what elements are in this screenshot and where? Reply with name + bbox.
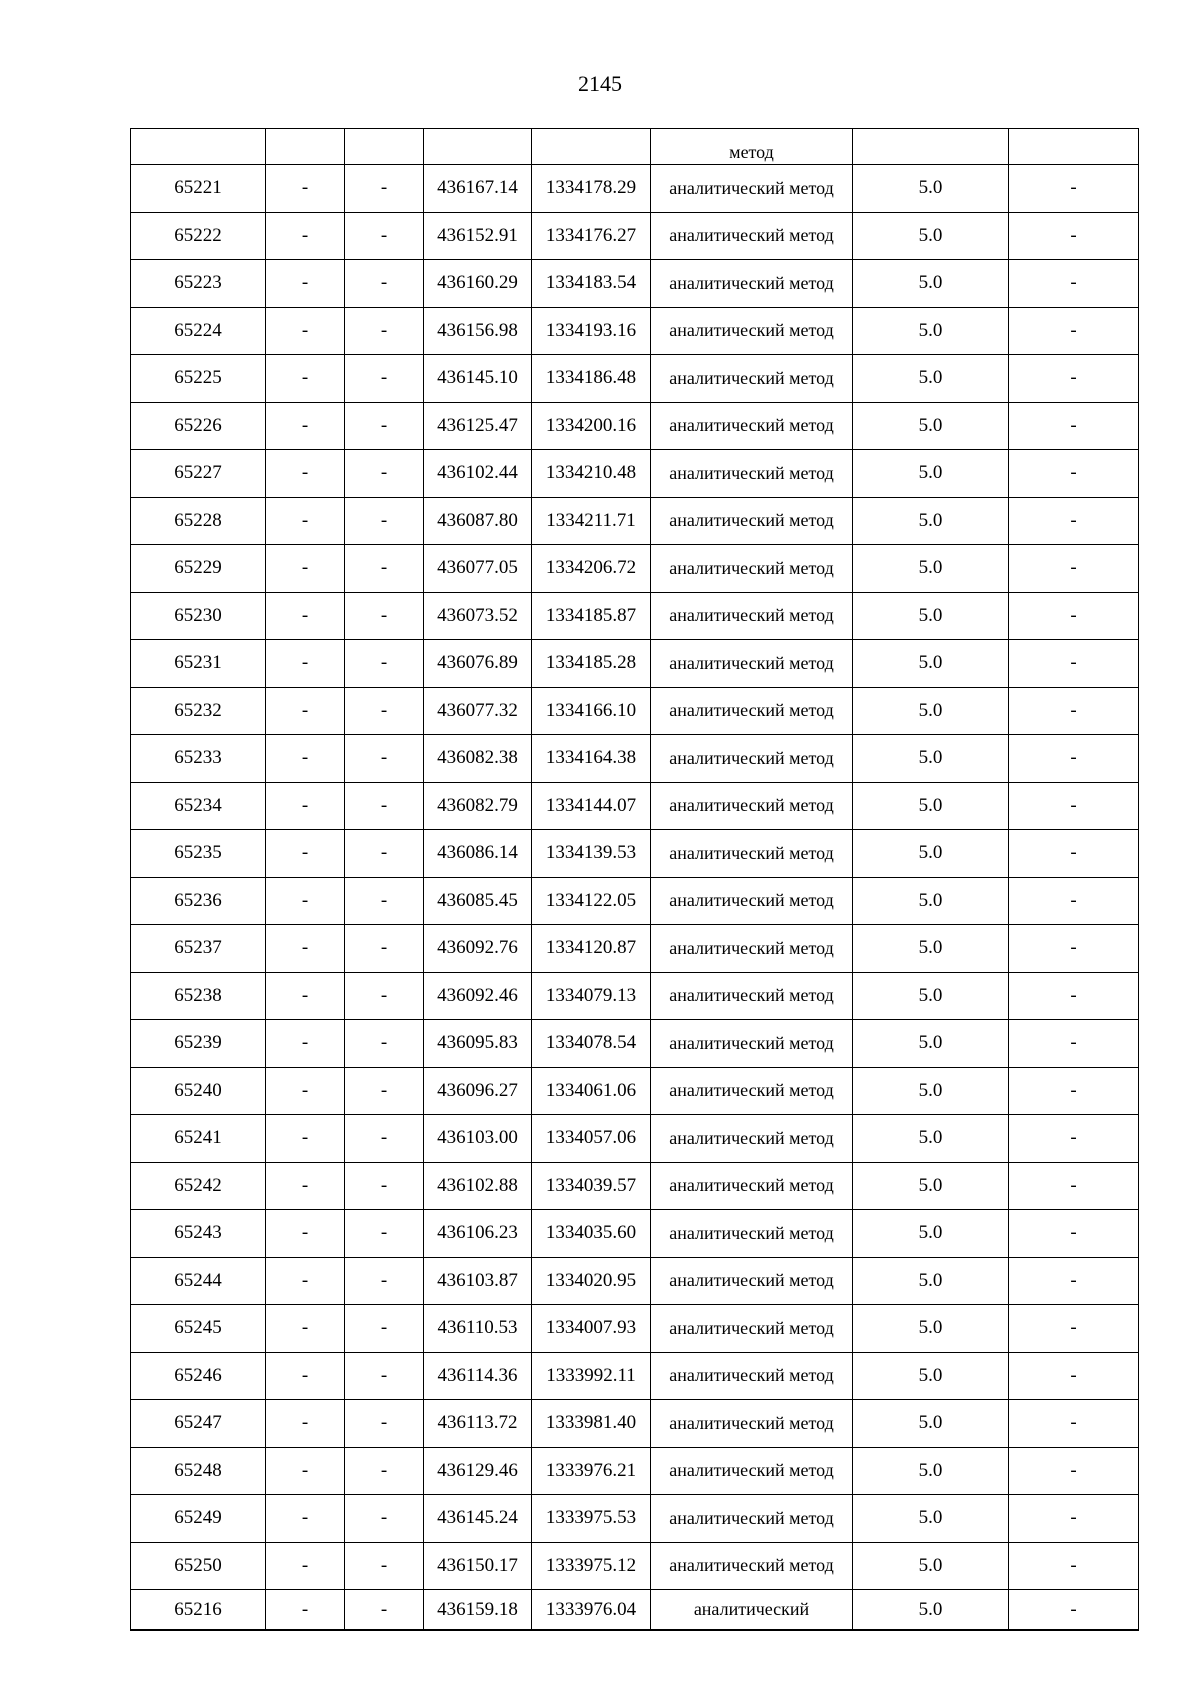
cell-point-id: 65244 (131, 1257, 266, 1305)
cell-accuracy: 5.0 (853, 687, 1009, 735)
cell-note: - (1009, 687, 1139, 735)
cell-point-id: 65224 (131, 307, 266, 355)
cell-x-coordinate: 436102.88 (424, 1162, 532, 1210)
table-row (131, 450, 1139, 498)
cell-dash: - (345, 592, 424, 640)
cell-x-coordinate: 436167.14 (424, 165, 532, 213)
cell-x-coordinate: 436150.17 (424, 1542, 532, 1590)
cell-note: - (1009, 1257, 1139, 1305)
cell-method: аналитический метод (651, 1495, 853, 1543)
table-row (131, 1257, 1139, 1305)
table-row (131, 1542, 1139, 1590)
cell-y-coordinate: 1334007.93 (532, 1305, 651, 1353)
cell-y-coordinate: 1334166.10 (532, 687, 651, 735)
cell-method: аналитический метод (651, 260, 853, 308)
cell-y-coordinate: 1333975.12 (532, 1542, 651, 1590)
cell-note: - (1009, 782, 1139, 830)
cell-method: аналитический метод (651, 1305, 853, 1353)
cell-point-id: 65245 (131, 1305, 266, 1353)
cell-dash: - (345, 830, 424, 878)
cell-dash: - (266, 1352, 345, 1400)
cell-point-id: 65248 (131, 1447, 266, 1495)
table-row (131, 592, 1139, 640)
cell-y-coordinate: 1334185.28 (532, 640, 651, 688)
table-row (131, 1495, 1139, 1543)
cell-dash: - (345, 972, 424, 1020)
cell-dash: - (266, 687, 345, 735)
cell-dash: - (345, 735, 424, 783)
cell-dash: - (266, 450, 345, 498)
cell-accuracy: 5.0 (853, 1590, 1009, 1631)
cell-point-id: 65227 (131, 450, 266, 498)
cell-y-coordinate: 1334164.38 (532, 735, 651, 783)
cell-method: аналитический метод (651, 212, 853, 260)
cell-x-coordinate: 436110.53 (424, 1305, 532, 1353)
cell-x-coordinate: 436092.76 (424, 925, 532, 973)
cell-dash: - (266, 355, 345, 403)
cell-dash: - (345, 1210, 424, 1258)
cell-dash: - (266, 307, 345, 355)
cell-y-coordinate: 1334176.27 (532, 212, 651, 260)
cell-accuracy: 5.0 (853, 830, 1009, 878)
cell-dash: - (345, 1257, 424, 1305)
cell-dash: - (345, 687, 424, 735)
cell-dash: - (266, 1257, 345, 1305)
cell-note: - (1009, 1400, 1139, 1448)
cell-y-coordinate: 1334193.16 (532, 307, 651, 355)
cell-y-coordinate: 1334185.87 (532, 592, 651, 640)
cell-y-coordinate: 1333976.04 (532, 1590, 651, 1631)
cell-dash: - (345, 402, 424, 450)
cell-point-id: 65247 (131, 1400, 266, 1448)
cell-dash: - (266, 640, 345, 688)
cell-point-id: 65246 (131, 1352, 266, 1400)
cell-dash: - (345, 165, 424, 213)
cell-x-coordinate: 436102.44 (424, 450, 532, 498)
cell-note: - (1009, 1210, 1139, 1258)
cell-dash: - (266, 402, 345, 450)
cell-method: аналитический метод (651, 307, 853, 355)
cell-method: аналитический метод (651, 1400, 853, 1448)
cell-note: - (1009, 545, 1139, 593)
table-row (131, 687, 1139, 735)
cell-dash: - (266, 260, 345, 308)
cell-empty (1009, 129, 1139, 165)
cell-dash: - (345, 1115, 424, 1163)
cell-accuracy: 5.0 (853, 640, 1009, 688)
cell-method: аналитический метод (651, 1352, 853, 1400)
cell-note: - (1009, 1115, 1139, 1163)
cell-point-id: 65242 (131, 1162, 266, 1210)
cell-y-coordinate: 1333992.11 (532, 1352, 651, 1400)
table-row (131, 925, 1139, 973)
cell-dash: - (266, 972, 345, 1020)
table-row (131, 1590, 1139, 1631)
cell-dash: - (266, 782, 345, 830)
cell-accuracy: 5.0 (853, 972, 1009, 1020)
cell-dash: - (266, 1447, 345, 1495)
cell-y-coordinate: 1334183.54 (532, 260, 651, 308)
cell-dash: - (345, 1495, 424, 1543)
cell-method: метод (651, 129, 853, 165)
cell-accuracy: 5.0 (853, 402, 1009, 450)
cell-empty (266, 129, 345, 165)
cell-dash: - (266, 1495, 345, 1543)
table-row (131, 212, 1139, 260)
cell-point-id: 65243 (131, 1210, 266, 1258)
cell-x-coordinate: 436073.52 (424, 592, 532, 640)
cell-y-coordinate: 1334061.06 (532, 1067, 651, 1115)
cell-dash: - (345, 260, 424, 308)
table-row (131, 545, 1139, 593)
cell-method: аналитический метод (651, 1115, 853, 1163)
table-row (131, 307, 1139, 355)
cell-dash: - (345, 782, 424, 830)
cell-method: аналитический метод (651, 355, 853, 403)
cell-point-id: 65233 (131, 735, 266, 783)
cell-y-coordinate: 1334039.57 (532, 1162, 651, 1210)
cell-point-id: 65250 (131, 1542, 266, 1590)
cell-y-coordinate: 1334079.13 (532, 972, 651, 1020)
cell-accuracy: 5.0 (853, 1257, 1009, 1305)
cell-method: аналитический метод (651, 925, 853, 973)
cell-x-coordinate: 436087.80 (424, 497, 532, 545)
cell-note: - (1009, 972, 1139, 1020)
table-row (131, 1067, 1139, 1115)
cell-note: - (1009, 735, 1139, 783)
cell-x-coordinate: 436114.36 (424, 1352, 532, 1400)
cell-point-id: 65241 (131, 1115, 266, 1163)
cell-point-id: 65221 (131, 165, 266, 213)
cell-y-coordinate: 1333975.53 (532, 1495, 651, 1543)
cell-dash: - (266, 1162, 345, 1210)
cell-accuracy: 5.0 (853, 1495, 1009, 1543)
cell-note: - (1009, 307, 1139, 355)
table-row (131, 830, 1139, 878)
cell-y-coordinate: 1334122.05 (532, 877, 651, 925)
cell-dash: - (266, 1210, 345, 1258)
cell-dash: - (266, 877, 345, 925)
cell-y-coordinate: 1334178.29 (532, 165, 651, 213)
cell-note: - (1009, 1162, 1139, 1210)
cell-method: аналитический метод (651, 1210, 853, 1258)
cell-accuracy: 5.0 (853, 877, 1009, 925)
cell-accuracy: 5.0 (853, 1115, 1009, 1163)
cell-note: - (1009, 1590, 1139, 1631)
table-row (131, 877, 1139, 925)
cell-method: аналитический (651, 1590, 853, 1631)
cell-x-coordinate: 436077.05 (424, 545, 532, 593)
cell-x-coordinate: 436092.46 (424, 972, 532, 1020)
cell-x-coordinate: 436077.32 (424, 687, 532, 735)
cell-note: - (1009, 497, 1139, 545)
cell-note: - (1009, 877, 1139, 925)
cell-accuracy: 5.0 (853, 355, 1009, 403)
cell-y-coordinate: 1334057.06 (532, 1115, 651, 1163)
cell-dash: - (345, 355, 424, 403)
cell-method: аналитический метод (651, 735, 853, 783)
cell-x-coordinate: 436106.23 (424, 1210, 532, 1258)
cell-note: - (1009, 260, 1139, 308)
cell-accuracy: 5.0 (853, 735, 1009, 783)
cell-accuracy: 5.0 (853, 212, 1009, 260)
cell-point-id: 65234 (131, 782, 266, 830)
cell-method: аналитический метод (651, 497, 853, 545)
cell-dash: - (266, 592, 345, 640)
cell-y-coordinate: 1334144.07 (532, 782, 651, 830)
cell-accuracy: 5.0 (853, 165, 1009, 213)
cell-x-coordinate: 436085.45 (424, 877, 532, 925)
cell-accuracy: 5.0 (853, 782, 1009, 830)
cell-x-coordinate: 436082.79 (424, 782, 532, 830)
cell-point-id: 65229 (131, 545, 266, 593)
cell-y-coordinate: 1334120.87 (532, 925, 651, 973)
cell-method: аналитический метод (651, 1447, 853, 1495)
cell-point-id: 65235 (131, 830, 266, 878)
table-row (131, 782, 1139, 830)
cell-x-coordinate: 436145.10 (424, 355, 532, 403)
cell-note: - (1009, 830, 1139, 878)
cell-note: - (1009, 1305, 1139, 1353)
cell-point-id: 65225 (131, 355, 266, 403)
cell-point-id: 65230 (131, 592, 266, 640)
cell-dash: - (345, 1162, 424, 1210)
table-row (131, 1447, 1139, 1495)
table-row (131, 165, 1139, 213)
coordinates-table (130, 128, 1139, 1631)
cell-dash: - (345, 1542, 424, 1590)
cell-point-id: 65231 (131, 640, 266, 688)
cell-y-coordinate: 1334211.71 (532, 497, 651, 545)
cell-method: аналитический метод (651, 545, 853, 593)
page-number: 2145 (578, 71, 622, 96)
cell-method: аналитический метод (651, 1257, 853, 1305)
cell-accuracy: 5.0 (853, 925, 1009, 973)
cell-note: - (1009, 1352, 1139, 1400)
table-row (131, 1305, 1139, 1353)
cell-x-coordinate: 436103.00 (424, 1115, 532, 1163)
cell-x-coordinate: 436076.89 (424, 640, 532, 688)
table-row (131, 972, 1139, 1020)
cell-point-id: 65236 (131, 877, 266, 925)
cell-note: - (1009, 1020, 1139, 1068)
cell-point-id: 65222 (131, 212, 266, 260)
cell-note: - (1009, 925, 1139, 973)
cell-dash: - (345, 1590, 424, 1631)
cell-method: аналитический метод (651, 1162, 853, 1210)
cell-empty (532, 129, 651, 165)
cell-method: аналитический метод (651, 450, 853, 498)
cell-note: - (1009, 640, 1139, 688)
cell-dash: - (266, 212, 345, 260)
cell-accuracy: 5.0 (853, 1020, 1009, 1068)
cell-x-coordinate: 436095.83 (424, 1020, 532, 1068)
cell-x-coordinate: 436086.14 (424, 830, 532, 878)
cell-note: - (1009, 1067, 1139, 1115)
cell-x-coordinate: 436152.91 (424, 212, 532, 260)
cell-method: аналитический метод (651, 1020, 853, 1068)
cell-method: аналитический метод (651, 877, 853, 925)
cell-method: аналитический метод (651, 592, 853, 640)
cell-x-coordinate: 436160.29 (424, 260, 532, 308)
continued-row (131, 129, 1139, 165)
cell-accuracy: 5.0 (853, 1400, 1009, 1448)
cell-accuracy: 5.0 (853, 307, 1009, 355)
cell-point-id: 65238 (131, 972, 266, 1020)
cell-accuracy: 5.0 (853, 1542, 1009, 1590)
cell-dash: - (266, 1115, 345, 1163)
table-row (131, 1162, 1139, 1210)
cell-dash: - (266, 1067, 345, 1115)
cell-y-coordinate: 1334200.16 (532, 402, 651, 450)
cell-dash: - (345, 545, 424, 593)
cell-note: - (1009, 592, 1139, 640)
cell-accuracy: 5.0 (853, 1352, 1009, 1400)
cell-y-coordinate: 1334139.53 (532, 830, 651, 878)
table-row (131, 1210, 1139, 1258)
cell-point-id: 65237 (131, 925, 266, 973)
table-row (131, 1400, 1139, 1448)
cell-dash: - (345, 640, 424, 688)
cell-dash: - (345, 497, 424, 545)
cell-method: аналитический метод (651, 165, 853, 213)
cell-note: - (1009, 165, 1139, 213)
cell-point-id: 65232 (131, 687, 266, 735)
cell-dash: - (345, 1067, 424, 1115)
cell-method: аналитический метод (651, 1542, 853, 1590)
cell-point-id: 65216 (131, 1590, 266, 1631)
cell-y-coordinate: 1334078.54 (532, 1020, 651, 1068)
cell-method: аналитический метод (651, 782, 853, 830)
cell-accuracy: 5.0 (853, 1447, 1009, 1495)
cell-method: аналитический метод (651, 972, 853, 1020)
cell-y-coordinate: 1334035.60 (532, 1210, 651, 1258)
table-row (131, 1115, 1139, 1163)
cell-x-coordinate: 436156.98 (424, 307, 532, 355)
cell-dash: - (345, 877, 424, 925)
cell-dash: - (345, 1305, 424, 1353)
cell-dash: - (266, 1020, 345, 1068)
table-row (131, 735, 1139, 783)
cell-point-id: 65228 (131, 497, 266, 545)
table-row (131, 355, 1139, 403)
cell-accuracy: 5.0 (853, 1067, 1009, 1115)
cell-dash: - (345, 925, 424, 973)
cell-x-coordinate: 436125.47 (424, 402, 532, 450)
table-row (131, 402, 1139, 450)
cell-x-coordinate: 436082.38 (424, 735, 532, 783)
cell-x-coordinate: 436145.24 (424, 1495, 532, 1543)
cell-accuracy: 5.0 (853, 592, 1009, 640)
cell-note: - (1009, 402, 1139, 450)
cell-x-coordinate: 436096.27 (424, 1067, 532, 1115)
table-row (131, 260, 1139, 308)
cell-x-coordinate: 436129.46 (424, 1447, 532, 1495)
cell-point-id: 65226 (131, 402, 266, 450)
cell-y-coordinate: 1334020.95 (532, 1257, 651, 1305)
cell-accuracy: 5.0 (853, 450, 1009, 498)
cell-accuracy: 5.0 (853, 1162, 1009, 1210)
cell-note: - (1009, 355, 1139, 403)
cell-accuracy: 5.0 (853, 497, 1009, 545)
cell-method: аналитический метод (651, 687, 853, 735)
table-row (131, 640, 1139, 688)
cell-point-id: 65240 (131, 1067, 266, 1115)
cell-point-id: 65239 (131, 1020, 266, 1068)
cell-note: - (1009, 1495, 1139, 1543)
cell-y-coordinate: 1334186.48 (532, 355, 651, 403)
cell-dash: - (345, 450, 424, 498)
cell-dash: - (266, 545, 345, 593)
cell-dash: - (266, 1590, 345, 1631)
cell-method: аналитический метод (651, 830, 853, 878)
cell-point-id: 65223 (131, 260, 266, 308)
cell-empty (424, 129, 532, 165)
cell-dash: - (345, 1020, 424, 1068)
cell-dash: - (266, 735, 345, 783)
table-row (131, 1352, 1139, 1400)
table-row (131, 497, 1139, 545)
cell-accuracy: 5.0 (853, 260, 1009, 308)
cell-y-coordinate: 1334206.72 (532, 545, 651, 593)
cell-dash: - (345, 1400, 424, 1448)
cell-dash: - (266, 165, 345, 213)
cell-note: - (1009, 212, 1139, 260)
cell-empty (131, 129, 266, 165)
table-row (131, 1020, 1139, 1068)
cell-y-coordinate: 1333976.21 (532, 1447, 651, 1495)
cell-dash: - (266, 497, 345, 545)
cell-accuracy: 5.0 (853, 1210, 1009, 1258)
cell-dash: - (266, 1305, 345, 1353)
cell-note: - (1009, 1542, 1139, 1590)
cell-empty (345, 129, 424, 165)
cell-y-coordinate: 1333981.40 (532, 1400, 651, 1448)
cell-y-coordinate: 1334210.48 (532, 450, 651, 498)
cell-x-coordinate: 436103.87 (424, 1257, 532, 1305)
cell-dash: - (266, 1400, 345, 1448)
cell-x-coordinate: 436159.18 (424, 1590, 532, 1631)
cell-note: - (1009, 1447, 1139, 1495)
cell-dash: - (266, 1542, 345, 1590)
cell-dash: - (266, 925, 345, 973)
cell-method: аналитический метод (651, 402, 853, 450)
cell-method: аналитический метод (651, 640, 853, 688)
cell-empty (853, 129, 1009, 165)
cell-dash: - (345, 307, 424, 355)
cell-accuracy: 5.0 (853, 545, 1009, 593)
cell-x-coordinate: 436113.72 (424, 1400, 532, 1448)
cell-note: - (1009, 450, 1139, 498)
cell-dash: - (266, 830, 345, 878)
cell-dash: - (345, 212, 424, 260)
cell-point-id: 65249 (131, 1495, 266, 1543)
cell-dash: - (345, 1352, 424, 1400)
table-body (131, 129, 1139, 1631)
cell-accuracy: 5.0 (853, 1305, 1009, 1353)
cell-dash: - (345, 1447, 424, 1495)
cell-method: аналитический метод (651, 1067, 853, 1115)
